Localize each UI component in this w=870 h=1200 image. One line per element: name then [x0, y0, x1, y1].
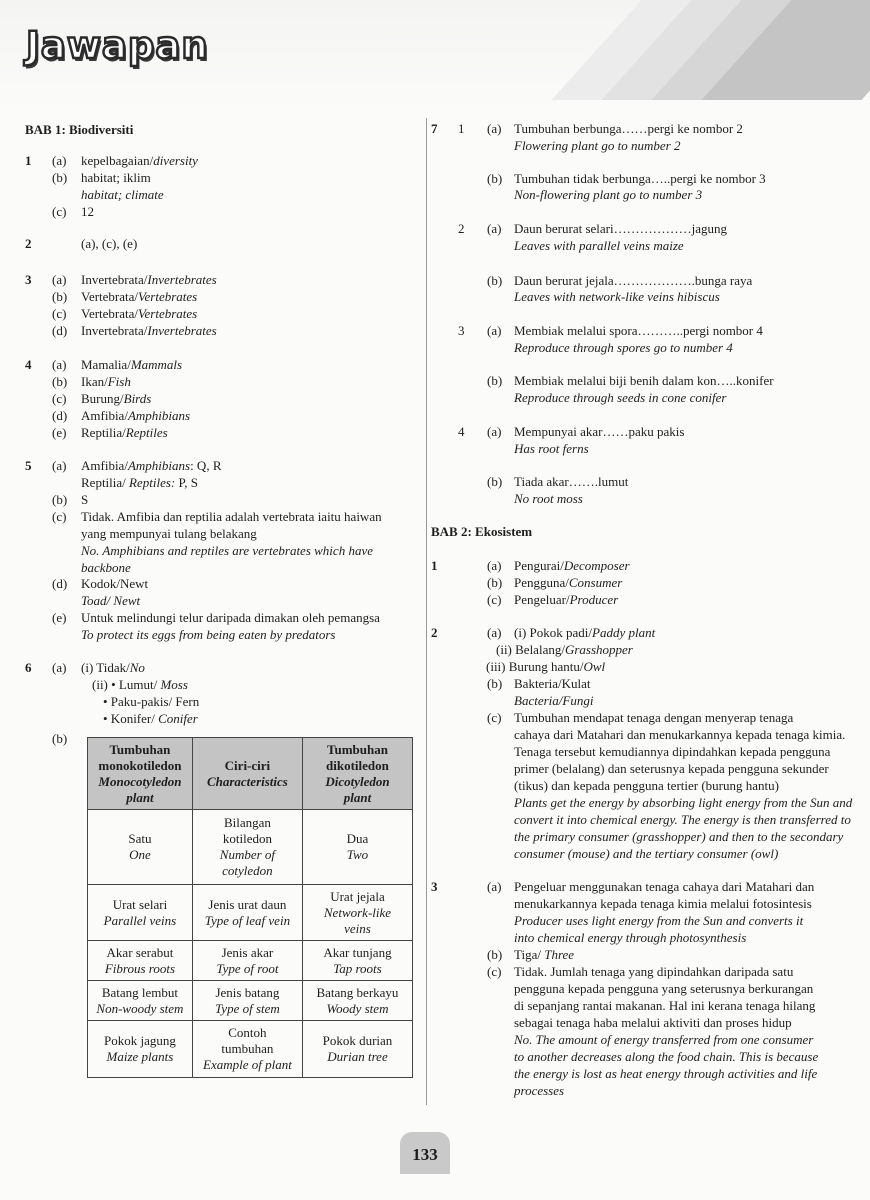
part-label: (c)	[52, 204, 67, 219]
answer-line	[514, 474, 628, 490]
question-number: 7	[431, 121, 438, 136]
part-label: (b)	[52, 374, 68, 389]
answer-line	[514, 273, 752, 289]
answer-text: Owl	[583, 659, 606, 674]
answer-text: Pengguna/	[514, 575, 569, 590]
part-label: (b)	[487, 474, 503, 489]
answer-line	[81, 408, 190, 424]
answer-text: (i) Pokok padi/	[514, 625, 592, 640]
answer-line	[81, 492, 88, 508]
answer-line	[514, 947, 574, 963]
part-label: (e)	[52, 610, 67, 625]
answer-line	[514, 121, 743, 137]
answer-line	[514, 812, 851, 828]
answer-line	[81, 627, 335, 643]
answer-line	[514, 1049, 818, 1065]
answer-text: sebagai tenaga haba melalui aktiviti dan proses hidup	[514, 1015, 792, 1030]
table-cell: Batang berkayu Woody stem	[302, 981, 412, 1021]
answer-text: Toad/ Newt	[81, 593, 141, 608]
part-label: (b)	[487, 373, 503, 388]
answer-text: Pengeluar/	[514, 592, 570, 607]
table-cell: Batang lembut Non-woody stem	[88, 981, 193, 1021]
answer-text: (ii) • Lumut/	[92, 677, 161, 692]
answer-text: Vertebrata/	[81, 306, 139, 321]
answer-line	[103, 711, 198, 727]
part-label: (a)	[487, 879, 502, 894]
part-label: (c)	[487, 964, 502, 979]
part-label: (e)	[52, 425, 67, 440]
answer-line	[514, 625, 655, 641]
part-label: (a)	[52, 272, 67, 287]
answer-text: Flowering plant go to number 2	[514, 138, 681, 153]
answer-line	[514, 964, 793, 980]
part-label: (c)	[52, 509, 67, 524]
answer-text: the energy is lost as heat energy through activities and life	[514, 1066, 818, 1081]
answer-text: Reptilia/	[81, 475, 130, 490]
table-cell: Urat selari Parallel veins	[88, 885, 193, 941]
answer-line	[514, 187, 702, 203]
sub-number: 4	[458, 424, 465, 439]
answer-text: habitat; climate	[81, 187, 164, 202]
answer-line	[81, 543, 373, 559]
answer-text: processes	[514, 1083, 565, 1098]
answer-text: Pengeluar menggunakan tenaga cahaya dari Matahari dan	[514, 879, 815, 894]
answer-text: Tumbuhan tidak berbunga…..pergi ke nombor 3	[514, 171, 766, 186]
answer-line	[81, 425, 168, 441]
answer-text: Fish	[107, 374, 131, 389]
part-label: (c)	[487, 710, 502, 725]
answer-line	[514, 1015, 792, 1031]
part-label: (c)	[52, 391, 67, 406]
answer-text: Amphibians	[127, 458, 191, 473]
answer-text: No root moss	[514, 491, 583, 506]
page-number: 133	[400, 1132, 450, 1174]
answer-text: Kodok/Newt	[81, 576, 149, 591]
answer-text: (tikus) dan kepada pengguna tertier (burung hantu)	[514, 778, 779, 793]
answer-text: Tidak. Amfibia dan reptilia adalah vertebrata iaitu haiwan	[81, 509, 382, 524]
answer-line	[81, 509, 382, 525]
part-label: (a)	[487, 121, 502, 136]
answer-line	[514, 424, 684, 440]
part-label: (a)	[52, 458, 67, 473]
question-number: 1	[431, 558, 438, 573]
question-number: 2	[431, 625, 438, 640]
answer-line	[81, 272, 217, 288]
answer-line	[81, 204, 94, 220]
part-label: (b)	[487, 273, 503, 288]
table-cell: Urat jejala Network-like veins	[302, 885, 412, 941]
answer-line	[514, 441, 589, 457]
table-row	[88, 810, 413, 885]
answer-text: Untuk melindungi telur daripada dimakan oleh pemangsa	[81, 610, 380, 625]
part-label: (a)	[487, 323, 502, 338]
answer-text: Pengurai/	[514, 558, 564, 573]
table-cell: Bilangan kotiledon Number of cotyledon	[192, 810, 302, 885]
answer-text: To protect its eggs from being eaten by predators	[81, 627, 336, 642]
answer-line	[514, 1066, 817, 1082]
part-label: (b)	[52, 170, 68, 185]
part-label: (b)	[52, 731, 68, 746]
part-label: (c)	[52, 306, 67, 321]
answer-text: Tidak. Jumlah tenaga yang dipindahkan daripada satu	[514, 964, 794, 979]
answer-line	[514, 913, 803, 929]
answer-line	[514, 829, 843, 845]
answer-text: Mammals	[130, 357, 183, 372]
answer-text: (iii) Burung hantu/	[486, 659, 584, 674]
part-label: (b)	[52, 492, 68, 507]
answer-text: No. The amount of energy transferred from one consumer	[514, 1032, 814, 1047]
answer-text: Daun berurat selari………………jagung	[514, 221, 728, 236]
answer-line	[81, 593, 140, 609]
sub-number: 1	[458, 121, 465, 136]
answer-text: Leaves with network-like veins hibiscus	[514, 289, 720, 304]
answer-line	[514, 340, 733, 356]
answer-text: Birds	[123, 391, 152, 406]
answer-line	[514, 171, 766, 187]
answer-text: Tiga/	[514, 947, 545, 962]
answer-text: Amfibia/	[81, 408, 128, 423]
table-cell: Satu One	[88, 810, 193, 885]
table-cell: Akar tunjang Tap roots	[302, 941, 412, 981]
answer-line	[81, 153, 198, 169]
answer-text: Reptilia/	[81, 425, 126, 440]
part-label: (b)	[487, 676, 503, 691]
table-row	[88, 1021, 413, 1078]
answer-line	[514, 896, 812, 912]
answer-line	[514, 592, 618, 608]
table-cell: Jenis batang Type of stem	[192, 981, 302, 1021]
answer-text: 12	[81, 204, 94, 219]
question-number: 5	[25, 458, 32, 473]
part-label: (d)	[52, 323, 68, 338]
answer-text: P, S	[175, 475, 199, 490]
answer-text: Reproduce through seeds in cone conifer	[514, 390, 727, 405]
question-number: 2	[25, 236, 32, 251]
column-divider	[426, 118, 427, 1105]
answer-text: Ikan/	[81, 374, 108, 389]
answer-line	[514, 323, 763, 339]
answer-line	[514, 795, 852, 811]
answer-text: the primary consumer (grasshopper) and then to the secondary	[514, 829, 844, 844]
answer-text: Tumbuhan berbunga……pergi ke nombor 2	[514, 121, 743, 136]
answer-line	[81, 560, 131, 576]
part-label: (b)	[487, 575, 503, 590]
answer-line	[81, 660, 145, 676]
answer-text: diversity	[153, 153, 198, 168]
answer-line	[514, 981, 813, 997]
answer-text: pengguna kepada pengguna yang seterusnya berkurangan	[514, 981, 814, 996]
answer-text: Has root ferns	[514, 441, 589, 456]
answer-text: No. Amphibians and reptiles are vertebrates which have	[81, 543, 373, 558]
answer-line	[514, 998, 815, 1014]
plant-comparison-table	[87, 737, 413, 1078]
question-number: 3	[25, 272, 32, 287]
answer-text: Grasshopper	[564, 642, 633, 657]
answer-line	[92, 677, 188, 693]
answer-text: Vertebrata/	[81, 289, 139, 304]
answer-line	[81, 306, 197, 322]
answer-line	[81, 289, 197, 305]
table-cell: Pokok jagung Maize plants	[88, 1021, 193, 1078]
answer-text: (a), (c), (e)	[81, 236, 138, 251]
answer-text: Bacteria/Fungi	[514, 693, 594, 708]
answer-line	[514, 846, 778, 862]
answer-line	[514, 879, 814, 895]
answer-line	[514, 575, 622, 591]
answer-text: into chemical energy through photosynthesis	[514, 930, 747, 945]
answer-line	[514, 1083, 564, 1099]
part-label: (d)	[52, 408, 68, 423]
answer-line	[81, 475, 198, 491]
answer-line	[514, 778, 779, 794]
answer-text: Producer uses light energy from the Sun and converts it	[514, 913, 804, 928]
answer-line	[103, 694, 199, 710]
answer-text: Amphibians	[127, 408, 191, 423]
answer-text: Paddy plant	[592, 625, 656, 640]
answer-text: Producer	[569, 592, 619, 607]
answer-line	[514, 238, 684, 254]
table-row	[88, 885, 413, 941]
answer-line	[514, 221, 727, 237]
answer-text: Plants get the energy by absorbing light energy from the Sun and	[514, 795, 853, 810]
answer-text: S	[81, 492, 89, 507]
answer-text: Consumer	[568, 575, 623, 590]
answer-text: Non-flowering plant go to number 3	[514, 187, 703, 202]
part-label: (a)	[52, 660, 67, 675]
table-cell: Contoh tumbuhan Example of plant	[192, 1021, 302, 1078]
answer-text: di sepanjang rantai makanan. Hal ini kerana tenaga hilang	[514, 998, 816, 1013]
answer-line	[514, 744, 830, 760]
answer-text: menukarkannya kepada tenaga kimia melalui fotosintesis	[514, 896, 812, 911]
page-title: Jawapan	[26, 24, 209, 67]
answer-text: Invertebrates	[147, 323, 217, 338]
part-label: (a)	[487, 558, 502, 573]
part-label: (b)	[52, 289, 68, 304]
answer-line	[81, 357, 182, 373]
answer-text: habitat; iklim	[81, 170, 151, 185]
answer-text: yang mempunyai tulang belakang	[81, 526, 257, 541]
answer-text: Conifer	[158, 711, 198, 726]
answer-line	[514, 390, 726, 406]
answer-line	[81, 458, 221, 474]
sub-number: 2	[458, 221, 465, 236]
answer-text: Tenaga tersebut kemudiannya dipindahkan kepada pengguna	[514, 744, 831, 759]
answer-text: primer (belalang) dan seterusnya kepada pengguna sekunder	[514, 761, 829, 776]
answer-text: cahaya dari Matahari dan menukarkannya kepada tenaga kimia.	[514, 727, 846, 742]
answer-line	[514, 693, 593, 709]
answer-text: Decomposer	[563, 558, 630, 573]
part-label: (c)	[487, 592, 502, 607]
part-label: (d)	[52, 576, 68, 591]
table-row	[88, 941, 413, 981]
answer-text: Tiada akar…….lumut	[514, 474, 629, 489]
table-header-cell: Ciri-ciri Characteristics	[192, 738, 302, 810]
answer-text: consumer (mouse) and the tertiary consumer (owl)	[514, 846, 779, 861]
section-heading-bab2: BAB 2: Ekosistem	[431, 524, 533, 539]
question-number: 3	[431, 879, 438, 894]
answer-text: Mempunyai akar……paku pakis	[514, 424, 685, 439]
answer-text: Daun berurat jejala……………….bunga raya	[514, 273, 753, 288]
answer-line	[514, 558, 630, 574]
table-cell: Jenis akar Type of root	[192, 941, 302, 981]
answer-line	[81, 323, 217, 339]
answer-line	[514, 930, 746, 946]
answer-line	[81, 187, 164, 203]
answer-line	[514, 373, 774, 389]
answer-line	[496, 642, 633, 658]
answer-line	[514, 676, 591, 692]
answer-line	[81, 374, 131, 390]
answer-line	[81, 526, 257, 542]
answer-line	[81, 576, 148, 592]
answer-text: Reptiles	[125, 425, 168, 440]
part-label: (a)	[52, 153, 67, 168]
table-header-cell: Tumbuhan monokotiledon Monocotyledon plant	[88, 738, 193, 810]
answer-text: • Konifer/	[103, 711, 159, 726]
answer-text: Three	[544, 947, 575, 962]
question-number: 1	[25, 153, 32, 168]
answer-text: Bakteria/Kulat	[514, 676, 591, 691]
answer-text: convert it into chemical energy. The energy is then transferred to	[514, 812, 851, 827]
answer-text: Vertebrates	[138, 306, 198, 321]
answer-text: Burung/	[81, 391, 124, 406]
answer-text: Invertebrata/	[81, 272, 148, 287]
table-header-row	[88, 738, 413, 810]
answer-text: Reproduce through spores go to number 4	[514, 340, 733, 355]
answer-line	[514, 289, 720, 305]
part-label: (b)	[487, 947, 503, 962]
part-label: (a)	[487, 424, 502, 439]
part-label: (a)	[52, 357, 67, 372]
answer-text: No	[129, 660, 145, 675]
answer-line	[81, 610, 380, 626]
answer-text: Amfibia/	[81, 458, 128, 473]
table-row	[88, 981, 413, 1021]
answer-text: (ii) Belalang/	[496, 642, 565, 657]
table-cell: Akar serabut Fibrous roots	[88, 941, 193, 981]
answer-text: Membiak melalui spora………..pergi nombor 4	[514, 323, 763, 338]
answer-text: Tumbuhan mendapat tenaga dengan menyerap tenaga	[514, 710, 794, 725]
answer-line	[81, 236, 137, 252]
answer-text: kepelbagaian/	[81, 153, 154, 168]
answer-line	[514, 491, 583, 507]
answer-text: Invertebrata/	[81, 323, 148, 338]
answer-line	[514, 138, 680, 154]
answer-text: • Paku-pakis/ Fern	[103, 694, 200, 709]
part-label: (a)	[487, 221, 502, 236]
part-label: (a)	[487, 625, 502, 640]
table-cell: Dua Two	[302, 810, 412, 885]
answer-text: : Q, R	[190, 458, 222, 473]
table-cell: Pokok durian Durian tree	[302, 1021, 412, 1078]
answer-text: Membiak melalui biji benih dalam kon…..konifer	[514, 373, 774, 388]
question-number: 4	[25, 357, 32, 372]
answer-text: Invertebrates	[147, 272, 217, 287]
table-header-cell: Tumbuhan dikotiledon Dicotyledon plant	[302, 738, 412, 810]
answer-text: Reptiles:	[129, 475, 176, 490]
answer-text: backbone	[81, 560, 131, 575]
answer-text: Vertebrates	[138, 289, 198, 304]
answer-line	[514, 1032, 813, 1048]
answer-line	[514, 761, 829, 777]
sub-number: 3	[458, 323, 465, 338]
answer-text: Moss	[160, 677, 188, 692]
part-label: (b)	[487, 171, 503, 186]
answer-line	[514, 727, 845, 743]
answer-text: (i) Tidak/	[81, 660, 130, 675]
answer-text: Leaves with parallel veins maize	[514, 238, 684, 253]
question-number: 6	[25, 660, 32, 675]
answer-line	[514, 710, 793, 726]
answer-line	[81, 170, 151, 186]
answer-text: to another decreases along the food chain. This is because	[514, 1049, 819, 1064]
answer-text: Mamalia/	[81, 357, 131, 372]
answer-line	[81, 391, 151, 407]
section-heading-bab1: BAB 1: Biodiversiti	[25, 122, 134, 137]
table-cell: Jenis urat daun Type of leaf vein	[192, 885, 302, 941]
answer-line	[486, 659, 605, 675]
